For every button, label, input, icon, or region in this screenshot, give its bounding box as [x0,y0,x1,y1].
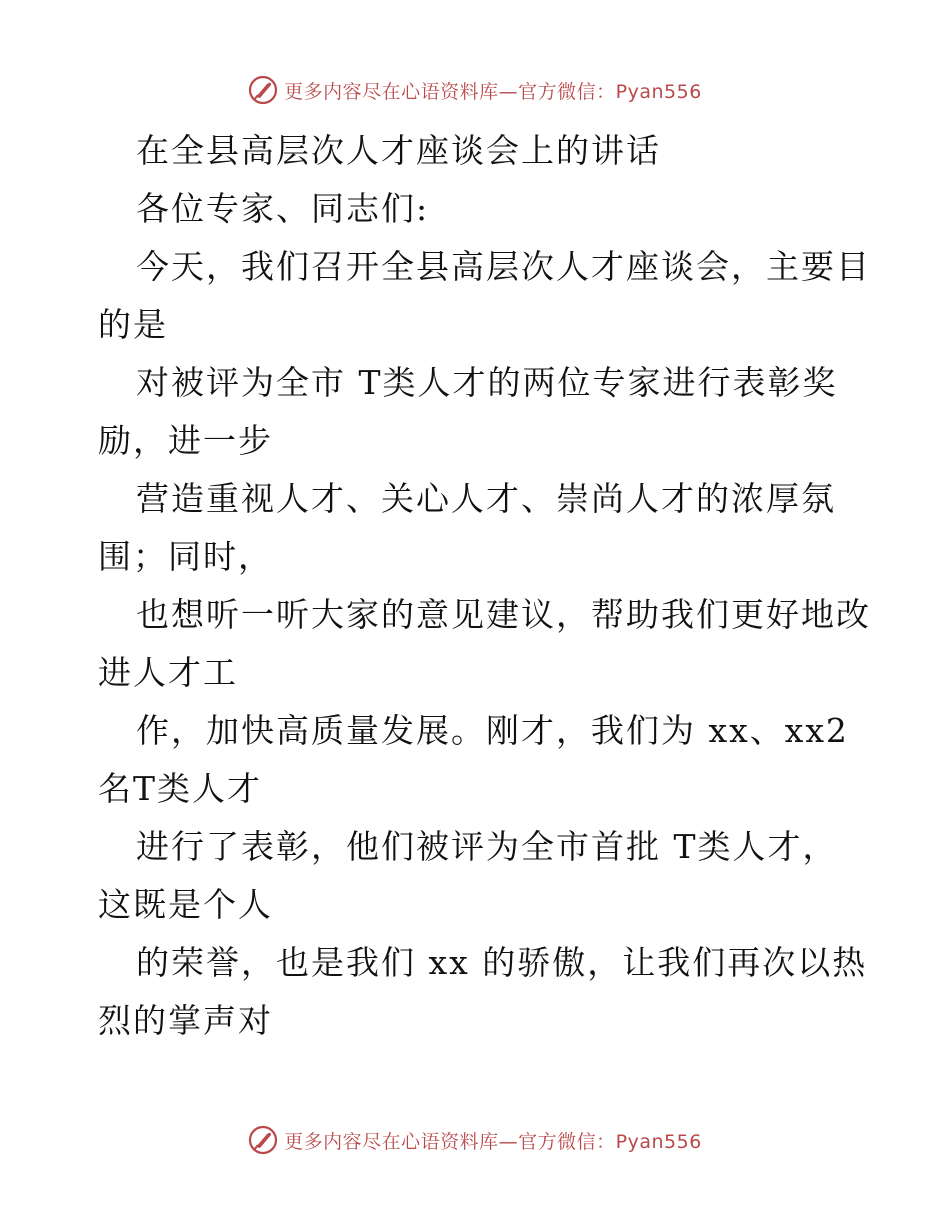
watermark-text: 更多内容尽在心语资料库—官方微信：Pyan556 [284,80,702,103]
text-line: 作，加快高质量发展。刚才，我们为 xx、xx2 [136,711,849,750]
text-line: 今天，我们召开全县高层次人才座谈会，主要目 [136,247,871,286]
text-line: 名T类人才 [98,769,263,808]
text-line: 烈的掌声对 [98,1001,273,1040]
text-line: 这既是个人 [98,885,273,924]
quill-pen-icon [248,1125,278,1155]
quill-pen-icon [248,75,278,105]
text-line: 进人才工 [98,653,238,692]
text-line: 励，进一步 [98,421,273,460]
header-watermark [0,70,950,110]
text-line: 也想听一听大家的意见建议，帮助我们更好地改 [136,595,871,634]
text-line: 的是 [98,305,168,344]
footer-watermark [0,1120,950,1160]
text-line: 营造重视人才、关心人才、崇尚人才的浓厚氛 [136,479,836,518]
document-body [98,122,871,1050]
watermark-text: 更多内容尽在心语资料库—官方微信：Pyan556 [284,1130,702,1153]
text-line: 进行了表彰，他们被评为全市首批 T类人才， [136,827,838,866]
document-title: 在全县高层次人才座谈会上的讲话 [136,131,661,170]
text-line: 的荣誉，也是我们 xx 的骄傲，让我们再次以热 [136,943,868,982]
salutation: 各位专家、同志们: [136,189,430,228]
text-line: 对被评为全市 T类人才的两位专家进行表彰奖 [136,363,838,402]
text-line: 围；同时， [98,537,273,576]
